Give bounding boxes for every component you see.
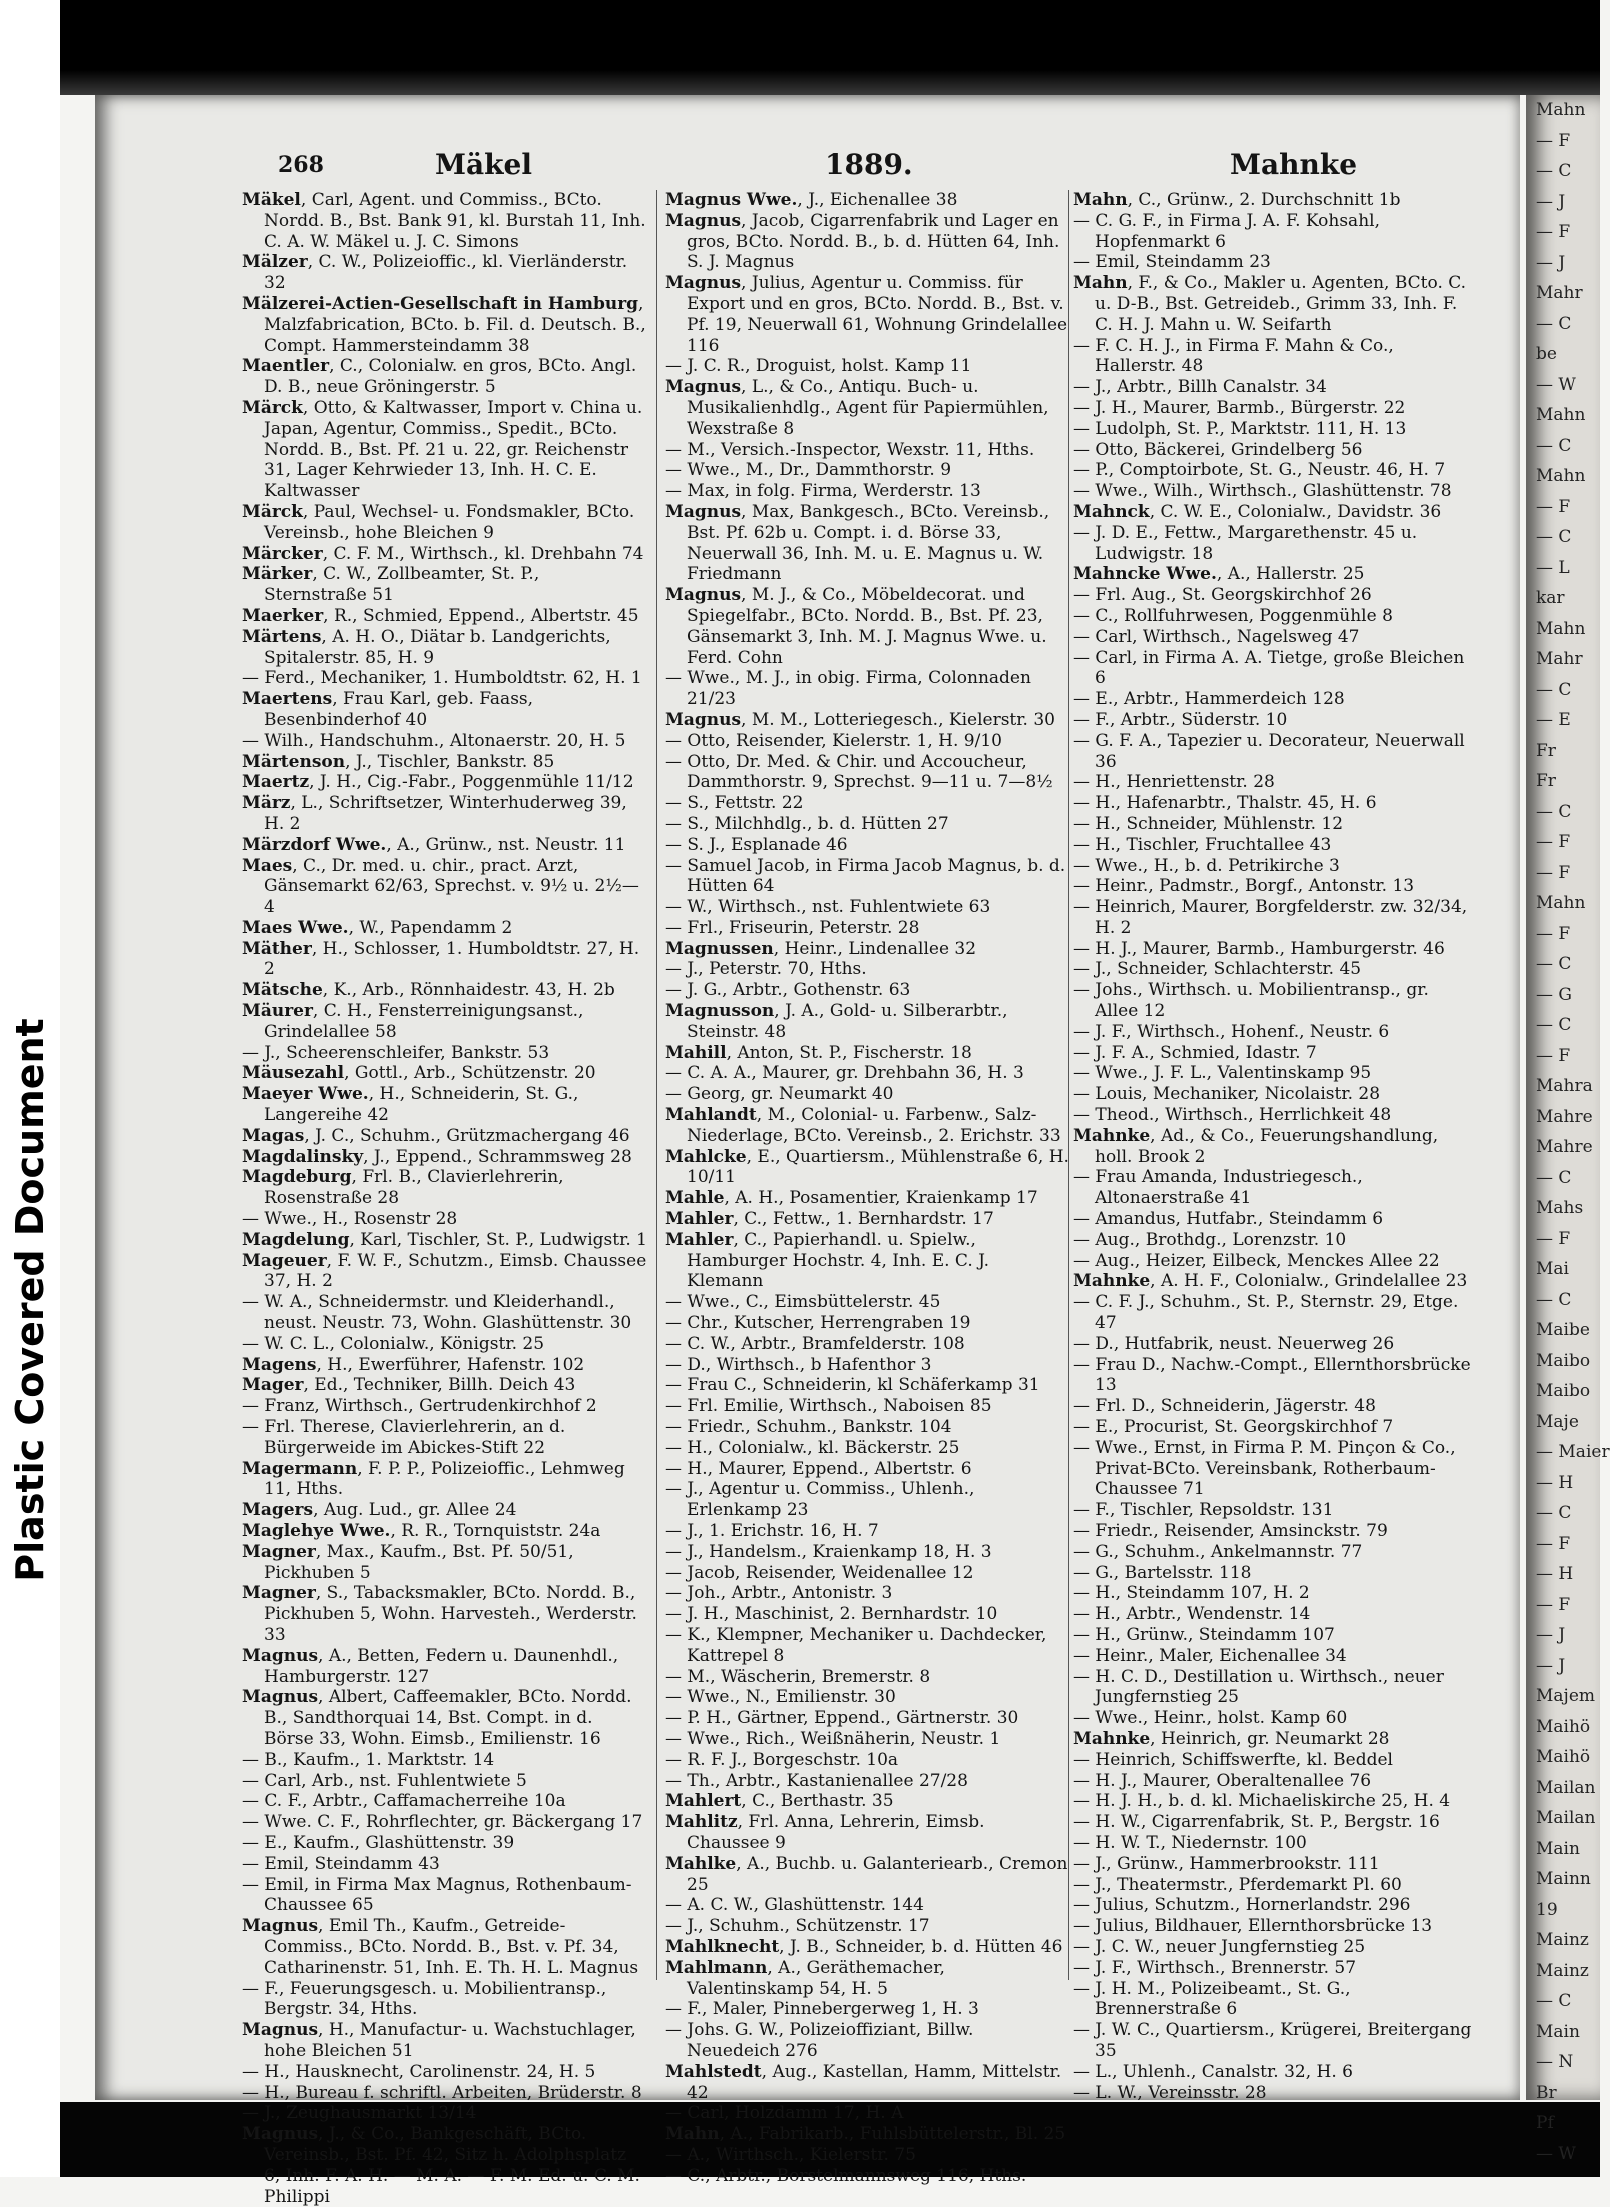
directory-entry: — Frl. Emilie, Wirthsch., Naboisen 85 (665, 1396, 992, 1417)
directory-entry: — Emil, Steindamm 23 (1073, 252, 1271, 273)
directory-entry: Märck, Otto, & Kaltwasser, Import v. China u. Japan, Agentur, Commiss., Spedit., BCto. Nordd. B., Bst. Pf. 21 u. 22, gr. Reichenstr 31, Lager Kehrwieder 13, Inh. H. C. E. Kaltwasser (242, 397, 643, 502)
directory-entry: — Ludolph, St. P., Marktstr. 111, H. 13 (1073, 418, 1407, 439)
directory-entry: — J. F., Wirthsch., Brennerstr. 57 (1073, 1957, 1357, 1978)
adjacent-page-fragment (1526, 95, 1610, 2164)
directory-entry: — H. J., Maurer, Oberaltenallee 76 (1073, 1770, 1372, 1791)
adjacent-page-text: — F (1536, 832, 1571, 852)
directory-entry: Magas, J. C., Schuhm., Grützmachergang 46 (242, 1125, 630, 1146)
directory-entry: — Frl. D., Schneiderin, Jägerstr. 48 (1073, 1396, 1376, 1417)
directory-entry: — Friedr., Schuhm., Bankstr. 104 (665, 1417, 952, 1438)
directory-entry: — G. F. A., Tapezier u. Decorateur, Neuerwall 36 (1073, 730, 1465, 772)
directory-entry: — C. F., Arbtr., Caffamacherreihe 10a (242, 1791, 566, 1812)
directory-entry: — J., 1. Erichstr. 16, H. 7 (665, 1521, 879, 1541)
directory-entry: Mätsche, K., Arb., Rönnhaidestr. 43, H. 2b (242, 980, 615, 1001)
adjacent-page-text: — J (1536, 191, 1566, 212)
adjacent-page-text: Mahre (1536, 1106, 1593, 1127)
directory-entry: Maes Wwe., W., Papendamm 2 (242, 917, 513, 938)
directory-entry: — J. H., Maschinist, 2. Bernhardstr. 10 (665, 1604, 998, 1625)
adjacent-page-text: — C (1536, 161, 1572, 181)
directory-entry: Magnusson, J. A., Gold- u. Silberarbtr., Steinstr. 48 (665, 1001, 1008, 1042)
directory-entry: — D., Wirthsch., b Hafenthor 3 (665, 1354, 932, 1375)
adjacent-page-text: Maibo (1536, 1350, 1591, 1371)
directory-entry: — J., Handelsm., Kraienkamp 18, H. 3 (665, 1541, 992, 1562)
directory-entry: — Wwe., Ernst, in Firma P. M. Pinçon & Co., Privat-BCto. Vereinsbank, Rotherbaum-Chaussee 71 (1073, 1437, 1456, 1500)
scan-background-top (60, 0, 1600, 95)
adjacent-page-text: Pf (1536, 2113, 1554, 2133)
adjacent-page-text: Mai (1536, 1259, 1569, 1279)
directory-entry: — Frl. Aug., St. Georgskirchhof 26 (1073, 585, 1372, 606)
adjacent-page-text: — C (1536, 679, 1572, 700)
directory-entry: — Chr., Kutscher, Herrengraben 19 (665, 1313, 971, 1334)
directory-entry: Magnus, Emil Th., Kaufm., Getreide-Commiss., BCto. Nordd. B., Bst. v. Pf. 34, Catharinenstr. 51, Inh. E. Th. H. L. Magnus (242, 1916, 639, 1978)
directory-entry: — H. J., Maurer, Barmb., Hamburgerstr. 46 (1073, 938, 1445, 959)
directory-entry: — H., Hafenarbtr., Thalstr. 45, H. 6 (1073, 793, 1377, 814)
directory-column-3 (1073, 190, 1475, 2103)
adjacent-page-text: 19 (1536, 1899, 1558, 1920)
directory-entry: Magdelung, Karl, Tischler, St. P., Ludwigstr. 1 (242, 1229, 647, 1250)
page-number: 268 (278, 152, 324, 178)
directory-entry: Mahill, Anton, St. P., Fischerstr. 18 (665, 1042, 972, 1063)
directory-entry: — H., Henriettenstr. 28 (1073, 772, 1275, 793)
directory-entry: Magnus, L., & Co., Antiqu. Buch- u. Musikalienhdlg., Agent für Papiermühlen, Wexstraße 8 (665, 377, 1049, 439)
adjacent-page-text: — C (1536, 1167, 1572, 1188)
adjacent-page-text: Mahr (1536, 649, 1583, 669)
directory-entry: — L., Uhlenh., Canalstr. 32, H. 6 (1073, 2061, 1353, 2082)
directory-entry: — Frau Amanda, Industriegesch., Altonaerstraße 41 (1073, 1167, 1363, 1209)
directory-entry: — G., Schuhm., Ankelmannstr. 77 (1073, 1541, 1363, 1562)
directory-entry: Mahnke, Heinrich, gr. Neumarkt 28 (1073, 1728, 1390, 1749)
directory-entry: — F. C. H. J., in Firma F. Mahn & Co., Hallerstr. 48 (1073, 335, 1394, 377)
adjacent-page-text: Br (1536, 2082, 1557, 2103)
directory-entry: — Jacob, Reisender, Weidenallee 12 (665, 1562, 974, 1583)
adjacent-page-text: Mainz (1536, 1930, 1589, 1950)
directory-entry: — F., Feuerungsgesch. u. Mobilientransp., Bergstr. 34, Hths. (242, 1978, 607, 2020)
directory-entry: Magnus Wwe., J., Eichenallee 38 (665, 190, 958, 210)
adjacent-page-text: — W (1536, 2143, 1576, 2164)
directory-entry: Magermann, F. P. P., Polizeioffic., Lehmweg 11, Hths. (242, 1458, 625, 1500)
adjacent-page-text: Mahn (1536, 405, 1586, 425)
directory-entry: Maes, C., Dr. med. u. chir., pract. Arzt, Gänsemarkt 62/63, Sprechst. v. 9½ u. 2½—4 (242, 855, 639, 918)
directory-entry: — C. F. J., Schuhm., St. P., Sternstr. 29, Etge. 47 (1073, 1292, 1459, 1334)
directory-entry: — Wwe., H., Rosenstr 28 (242, 1209, 458, 1230)
directory-entry: — E., Kaufm., Glashüttenstr. 39 (242, 1832, 515, 1853)
adjacent-page-text: — F (1536, 1594, 1571, 1615)
adjacent-page-text: — C (1536, 527, 1572, 547)
directory-entry: Mageuer, F. W. F., Schutzm., Eimsb. Chaussee 37, H. 2 (242, 1250, 647, 1292)
directory-entry: März, L., Schriftsetzer, Winterhuderweg 39, H. 2 (242, 793, 627, 834)
directory-entry: — Frl. Therese, Clavierlehrerin, an d. Bürgerweide im Abickes-Stift 22 (242, 1417, 566, 1458)
directory-entry: Magdeburg, Frl. B., Clavierlehrerin, Rosenstraße 28 (242, 1167, 564, 1209)
directory-column-2 (665, 190, 1069, 2186)
directory-entry: Mahn, C., Grünw., 2. Durchschnitt 1b (1073, 190, 1401, 210)
directory-entry: Magers, Aug. Lud., gr. Allee 24 (242, 1500, 517, 1521)
directory-entry: Maeyer Wwe., H., Schneiderin, St. G., Langereihe 42 (242, 1084, 579, 1126)
directory-entry: — Aug., Heizer, Eilbeck, Menckes Allee 22 (1073, 1250, 1440, 1271)
directory-entry: — Wwe., Rich., Weißnäherin, Neustr. 1 (665, 1728, 1001, 1749)
adjacent-page-text: Main (1536, 1838, 1580, 1859)
adjacent-page-text: Mailan (1536, 1777, 1596, 1798)
directory-entry: — L. W., Vereinsstr. 28 (1073, 2082, 1267, 2103)
directory-entry: — C. A. A., Maurer, gr. Drehbahn 36, H. 3 (665, 1063, 1024, 1084)
directory-entry: Märcker, C. F. M., Wirthsch., kl. Drehbahn 74 (242, 543, 644, 564)
adjacent-page-text: Mahn (1536, 618, 1586, 639)
directory-entry: — Max, in folg. Firma, Werderstr. 13 (665, 481, 981, 502)
directory-entry: — Wwe., H., b. d. Petrikirche 3 (1073, 855, 1340, 876)
column-divider (656, 190, 657, 1980)
directory-entry: — J. F. A., Schmied, Idastr. 7 (1073, 1042, 1317, 1063)
adjacent-page-text: — F (1536, 130, 1571, 151)
adjacent-page-text: Mainn (1536, 1869, 1591, 1889)
directory-entry: — Louis, Mechaniker, Nicolaistr. 28 (1073, 1084, 1381, 1105)
directory-entry: — H., Maurer, Eppend., Albertstr. 6 (665, 1458, 972, 1479)
directory-entry: Märck, Paul, Wechsel- u. Fondsmakler, BCto. Vereinsb., hohe Bleichen 9 (242, 501, 635, 543)
adjacent-page-text: — E (1536, 710, 1571, 730)
directory-entry: — F., Arbtr., Süderstr. 10 (1073, 709, 1288, 730)
directory-entry: — J. W. C., Quartiersm., Krügerei, Breitergang 35 (1073, 2020, 1472, 2061)
directory-entry: — Ferd., Mechaniker, 1. Humboldtstr. 62, H. 1 (242, 668, 642, 689)
adjacent-page-text: Fr (1536, 771, 1556, 791)
directory-entry: — Wwe., Wilh., Wirthsch., Glashüttenstr. 78 (1073, 481, 1452, 502)
directory-entry: — P. H., Gärtner, Eppend., Gärtnerstr. 30 (665, 1708, 1019, 1729)
directory-entry: — J., Theatermstr., Pferdemarkt Pl. 60 (1073, 1874, 1402, 1895)
directory-entry: — D., Hutfabrik, neust. Neuerweg 26 (1073, 1333, 1395, 1354)
adjacent-page-text: — F (1536, 496, 1571, 517)
directory-entry: — Franz, Wirthsch., Gertrudenkirchhof 2 (242, 1396, 597, 1417)
directory-entry: Mälzerei-Actien-Gesellschaft in Hamburg, Malzfabrication, BCto. b. Fil. d. Deutsch. B., Compt. Hammersteindamm 38 (242, 293, 646, 356)
adjacent-page-text: Mahr (1536, 283, 1583, 303)
directory-entry: — Heinrich, Maurer, Borgfelderstr. zw. 32/34, H. 2 (1073, 897, 1468, 938)
directory-entry: — C. G. F., in Firma J. A. F. Kohsahl, Hopfenmarkt 6 (1073, 210, 1380, 252)
directory-entry: Mahlmann, A., Geräthemacher, Valentinskamp 54, H. 5 (665, 1957, 945, 1999)
directory-entry: Mäther, H., Schlosser, 1. Humboldtstr. 27, H. 2 (242, 938, 640, 980)
adjacent-page-text: — F (1536, 1045, 1571, 1066)
directory-entry: Mahlert, C., Berthastr. 35 (665, 1791, 894, 1812)
directory-entry: — H., Bureau f. schriftl. Arbeiten, Brüderstr. 8 (242, 2082, 642, 2103)
adjacent-page-text: Maje (1536, 1411, 1579, 1432)
directory-entry: — G., Bartelsstr. 118 (1073, 1562, 1252, 1583)
directory-entry: — Th., Arbtr., Kastanienallee 27/28 (665, 1770, 968, 1791)
directory-entry: — M., Versich.-Inspector, Wexstr. 11, Hths. (665, 439, 1035, 460)
directory-entry: — M., Wäscherin, Bremerstr. 8 (665, 1666, 931, 1687)
directory-entry: Magens, H., Ewerführer, Hafenstr. 102 (242, 1354, 585, 1375)
directory-entry: Magnussen, Heinr., Lindenallee 32 (665, 938, 977, 959)
directory-entry: — H., Hausknecht, Carolinenstr. 24, H. 5 (242, 2061, 596, 2082)
directory-entry: Märker, C. W., Zollbeamter, St. P., Sternstraße 51 (242, 564, 540, 606)
directory-entry: Mahle, A. H., Posamentier, Kraienkamp 17 (665, 1188, 1038, 1209)
adjacent-page-text: Mahre (1536, 1137, 1593, 1157)
directory-entry: — H., Colonialw., kl. Bäckerstr. 25 (665, 1437, 960, 1458)
directory-entry: Magdalinsky, J., Eppend., Schrammsweg 28 (242, 1146, 632, 1167)
directory-entry: — Wwe., J. F. L., Valentinskamp 95 (1073, 1063, 1372, 1084)
directory-entry: — Wwe., M. J., in obig. Firma, Colonnaden 21/23 (665, 668, 1031, 710)
adjacent-page-text: — C (1536, 801, 1572, 822)
directory-entry: — C., Rollfuhrwesen, Poggenmühle 8 (1073, 605, 1393, 626)
adjacent-page-text: Maihö (1536, 1747, 1591, 1767)
adjacent-page-text: — C (1536, 1289, 1572, 1310)
directory-entry: — Wwe., C., Eimsbüttelerstr. 45 (665, 1292, 941, 1313)
adjacent-page-text: — C (1536, 435, 1572, 456)
directory-entry: — Frau C., Schneiderin, kl Schäferkamp 31 (665, 1375, 1040, 1396)
directory-entry: — H., Schneider, Mühlenstr. 12 (1073, 813, 1344, 834)
directory-entry: Magnus, Jacob, Cigarrenfabrik und Lager en gros, BCto. Nordd. B., b. d. Hütten 64, Inh. S. J. Magnus (665, 210, 1060, 273)
directory-entry: — E., Procurist, St. Georgskirchhof 7 (1073, 1417, 1394, 1438)
header-left-keyword: Mäkel (435, 148, 532, 181)
directory-entry: — Heinr., Maler, Eichenallee 34 (1073, 1645, 1347, 1666)
directory-entry: — H. J. H., b. d. kl. Michaeliskirche 25, H. 4 (1073, 1791, 1451, 1812)
adjacent-page-text: — G (1536, 984, 1572, 1005)
directory-entry: — Georg, gr. Neumarkt 40 (665, 1084, 894, 1105)
adjacent-page-text: Main (1536, 2021, 1580, 2042)
directory-entry: — H. W., Cigarrenfabrik, St. P., Bergstr. 16 (1073, 1812, 1440, 1833)
adjacent-page-text: — N (1536, 2052, 1574, 2072)
adjacent-page-text: — C (1536, 1503, 1572, 1523)
directory-entry: — F., Maler, Pinnebergerweg 1, H. 3 (665, 1999, 979, 2020)
directory-entry: Mäusezahl, Gottl., Arb., Schützenstr. 20 (242, 1063, 596, 1084)
directory-entry: — F., Tischler, Repsoldstr. 131 (1073, 1500, 1334, 1521)
directory-entry: — A. C. W., Glashüttenstr. 144 (665, 1895, 924, 1916)
adjacent-page-text: — F (1536, 862, 1571, 883)
adjacent-page-text: — H (1536, 1472, 1574, 1493)
adjacent-page-text: — F (1536, 222, 1571, 242)
directory-entry: Magnus, A., Betten, Federn u. Daunenhdl., Hamburgerstr. 127 (242, 1645, 619, 1687)
directory-entry: — P., Comptoirbote, St. G., Neustr. 46, H. 7 (1073, 460, 1446, 481)
adjacent-page-text: Fr (1536, 740, 1556, 761)
header-year: 1889. (825, 148, 913, 181)
directory-entry: — W. A., Schneidermstr. und Kleiderhandl., neust. Neustr. 73, Wohn. Glashüttenstr. 30 (242, 1292, 632, 1334)
directory-entry: Magnus, M. J., & Co., Möbeldecorat. und Spiegelfabr., BCto. Nordd. B., Bst. Pf. 23, Gänsemarkt 3, Inh. M. J. Magnus Wwe. u. Ferd. Cohn (665, 585, 1047, 668)
adjacent-page-text: Maihö (1536, 1716, 1591, 1737)
adjacent-page-text: Maibo (1536, 1381, 1591, 1401)
directory-entry: — Theod., Wirthsch., Herrlichkeit 48 (1073, 1105, 1392, 1126)
adjacent-page-text: Mahs (1536, 1198, 1584, 1218)
page-header (180, 148, 1510, 184)
directory-entry: — E., Arbtr., Hammerdeich 128 (1073, 689, 1345, 710)
adjacent-page-text: kar (1536, 588, 1565, 608)
adjacent-page-text: Mailan (1536, 1808, 1596, 1828)
directory-entry: — Johs. G. W., Polizeioffiziant, Billw. Neuedeich 276 (665, 2020, 974, 2061)
directory-entry: — Julius, Bildhauer, Ellernthorsbrücke 13 (1073, 1916, 1433, 1937)
directory-entry: — R. F. J., Borgeschstr. 10a (665, 1749, 899, 1770)
adjacent-page-text: Mahn (1536, 466, 1586, 486)
directory-entry: — Carl, Arb., nst. Fuhlentwiete 5 (242, 1770, 527, 1791)
directory-entry: — Julius, Schutzm., Hornerlandstr. 296 (1073, 1895, 1411, 1916)
directory-entry: — J. D. E., Fettw., Margarethenstr. 45 u. Ludwigstr. 18 (1073, 522, 1418, 564)
directory-entry: Mäurer, C. H., Fensterreinigungsanst., Grindelallee 58 (242, 1001, 584, 1042)
adjacent-page-text: — F (1536, 923, 1571, 944)
directory-entry: — Wwe., M., Dr., Dammthorstr. 9 (665, 460, 952, 481)
directory-entry: — A., Wirthsch., Kielerstr. 75 (665, 2144, 916, 2165)
directory-entry: Mahnke, Ad., & Co., Feuerungshandlung, holl. Brook 2 (1073, 1125, 1439, 1167)
directory-entry: — Carl, Holzdamm 17, H. A (665, 2103, 904, 2124)
directory-entry: — Frau D., Nachw.-Compt., Ellernthorsbrücke 13 (1073, 1354, 1471, 1396)
directory-entry: — Aug., Brothdg., Lorenzstr. 10 (1073, 1229, 1347, 1250)
directory-entry: Mahlcke, E., Quartiersm., Mühlenstraße 6, H. 10/11 (665, 1146, 1069, 1188)
directory-entry: Mahlstedt, Aug., Kastellan, Hamm, Mittelstr. 42 (665, 2061, 1062, 2103)
directory-entry: — H. C. D., Destillation u. Wirthsch., neuer Jungfernstieg 25 (1073, 1666, 1444, 1708)
directory-entry: Magnus, Julius, Agentur u. Commiss. für Export und en gros, BCto. Nordd. B., Bst. v. Pf. 19, Neuerwall 61, Wohnung Grindelallee 116 (665, 273, 1068, 356)
directory-entry: Mager, Ed., Techniker, Billh. Deich 43 (242, 1375, 576, 1396)
directory-entry: — H., Steindamm 107, H. 2 (1073, 1583, 1310, 1604)
directory-entry: — J., Agentur u. Commiss., Uhlenh., Erlenkamp 23 (665, 1479, 975, 1521)
side-label-text: Plastic Covered Document (8, 1018, 52, 1582)
adjacent-page-text: Mainz (1536, 1960, 1589, 1981)
directory-entry: — Wilh., Handschuhm., Altonaerstr. 20, H. 5 (242, 730, 626, 751)
directory-entry: — J., Grünw., Hammerbrookstr. 111 (1073, 1853, 1380, 1874)
directory-entry: — Carl, Wirthsch., Nagelsweg 47 (1073, 626, 1360, 647)
directory-entry: — J. H. M., Polizeibeamt., St. G., Brennerstraße 6 (1073, 1978, 1351, 2020)
directory-entry: — J., Peterstr. 70, Hths. (665, 959, 867, 980)
directory-entry: Mäkel, Carl, Agent. und Commiss., BCto. Nordd. B., Bst. Bank 91, kl. Burstah 11, Inh. C. A. W. Mäkel u. J. C. Simons (242, 190, 646, 252)
directory-entry: — Frl., Friseurin, Peterstr. 28 (665, 917, 920, 938)
directory-entry: — Joh., Arbtr., Antonistr. 3 (665, 1583, 893, 1604)
directory-entry: Maertz, J. H., Cig.-Fabr., Poggenmühle 11/12 (242, 772, 634, 793)
directory-entry: — H. W. T., Niedernstr. 100 (1073, 1832, 1307, 1853)
directory-entry: Magnus, Albert, Caffeemakler, BCto. Nordd. B., Sandthorquai 14, Bst. Compt. in d. Börse 33, Wohn. Eimsb., Emilienstr. 16 (242, 1687, 632, 1749)
directory-entry: — Friedr., Reisender, Amsinckstr. 79 (1073, 1521, 1388, 1541)
directory-entry: — H., Tischler, Fruchtallee 43 (1073, 834, 1332, 855)
directory-entry: Maentler, C., Colonialw. en gros, BCto. Angl. D. B., neue Gröningerstr. 5 (242, 356, 637, 398)
adjacent-page-text: — F (1536, 1533, 1571, 1554)
adjacent-page-text: — J (1536, 1655, 1566, 1676)
directory-entry: Mahn, F., & Co., Makler u. Agenten, BCto. C. u. D-B., Bst. Getreideb., Grimm 33, Inh. F. C. H. J. Mahn u. W. Seifarth (1073, 273, 1467, 335)
adjacent-page-text: — H (1536, 1564, 1574, 1584)
directory-entry: — Amandus, Hutfabr., Steindamm 6 (1073, 1209, 1384, 1230)
adjacent-page-text: — Maier (1536, 1442, 1610, 1462)
directory-entry: — S. J., Esplanade 46 (665, 834, 848, 855)
directory-entry: — K., Klempner, Mechaniker u. Dachdecker, Kattrepel 8 (665, 1624, 1047, 1666)
directory-entry: — S., Milchhdlg., b. d. Hütten 27 (665, 813, 949, 834)
directory-entry: Magnus, H., Manufactur- u. Wachstuchlager, hohe Bleichen 51 (242, 2020, 636, 2061)
adjacent-page-text: — J (1536, 1625, 1566, 1645)
directory-entry: — J. C. W., neuer Jungfernstieg 25 (1073, 1936, 1366, 1957)
directory-entry: — Samuel Jacob, in Firma Jacob Magnus, b. d. Hütten 64 (665, 855, 1066, 897)
directory-entry: — S., Fettstr. 22 (665, 793, 804, 814)
directory-entry: Mahler, C., Papierhandl. u. Spielw., Hamburger Hochstr. 4, Inh. E. C. J. Klemann (665, 1229, 990, 1292)
adjacent-page-text: Mahn (1536, 100, 1586, 120)
directory-entry: — J. G., Arbtr., Gothenstr. 63 (665, 980, 911, 1001)
side-label (0, 0, 60, 2177)
directory-entry: — C., Arbtr., Borstelmannsweg 116, Hths. (665, 2165, 1027, 2186)
directory-entry: — H., Arbtr., Wendenstr. 14 (1073, 1604, 1311, 1625)
directory-entry: — Heinrich, Schiffswerfte, kl. Beddel (1073, 1749, 1393, 1770)
directory-entry: Magner, Max., Kaufm., Bst. Pf. 50/51, Pickhuben 5 (242, 1541, 574, 1583)
adjacent-page-text: — F (1536, 1228, 1571, 1249)
directory-entry: — Otto, Reisender, Kielerstr. 1, H. 9/10 (665, 730, 1002, 751)
directory-entry: — Wwe., N., Emilienstr. 30 (665, 1687, 896, 1708)
directory-entry: Mahlitz, Frl. Anna, Lehrerin, Eimsb. Chaussee 9 (665, 1812, 985, 1853)
directory-entry: Mälzer, C. W., Polizeioffic., kl. Vierländerstr. 32 (242, 252, 628, 294)
directory-entry: Märzdorf Wwe., A., Grünw., nst. Neustr. 11 (242, 834, 626, 855)
header-right-keyword: Mahnke (1230, 148, 1358, 181)
directory-entry: — Wwe., Heinr., holst. Kamp 60 (1073, 1708, 1348, 1729)
adjacent-page-text: — C (1536, 1991, 1572, 2011)
directory-entry: Maertens, Frau Karl, geb. Faass, Besenbinderhof 40 (242, 689, 534, 730)
adjacent-page-text: — J (1536, 252, 1566, 273)
directory-entry: — B., Kaufm., 1. Marktstr. 14 (242, 1749, 495, 1770)
directory-entry: Magner, S., Tabacksmakler, BCto. Nordd. B., Pickhuben 5, Wohn. Harvesteh., Werderstr. 33 (242, 1583, 637, 1645)
adjacent-page-text: Maibe (1536, 1320, 1590, 1340)
directory-entry: Mahlknecht, J. B., Schneider, b. d. Hütten 46 (665, 1936, 1063, 1957)
directory-entry: — J. H., Maurer, Barmb., Bürgerstr. 22 (1073, 397, 1406, 418)
directory-entry: — Otto, Bäckerei, Grindelberg 56 (1073, 439, 1363, 460)
directory-entry: Mahlke, A., Buchb. u. Galanteriearb., Cremon 25 (665, 1853, 1068, 1895)
directory-entry: — Otto, Dr. Med. & Chir. und Accoucheur, Dammthorstr. 9, Sprechst. 9—11 u. 7—8½ (665, 751, 1053, 793)
directory-entry: — J. C. R., Droguist, holst. Kamp 11 (665, 356, 972, 377)
directory-entry: — J., Scheerenschleifer, Bankstr. 53 (242, 1042, 550, 1063)
directory-entry: — J., Schuhm., Schützenstr. 17 (665, 1916, 930, 1937)
adjacent-page-text: — L (1536, 557, 1570, 578)
directory-entry: Mahler, C., Fettw., 1. Bernhardstr. 17 (665, 1209, 994, 1230)
directory-entry: Maglehye Wwe., R. R., Tornquiststr. 24a (242, 1521, 601, 1541)
directory-entry: — J., Arbtr., Billh Canalstr. 34 (1073, 377, 1327, 398)
directory-entry: — Heinr., Padmstr., Borgf., Antonstr. 13 (1073, 876, 1415, 897)
adjacent-page-text: be (1536, 344, 1557, 364)
directory-entry: Mahn, A., Fabrikarb., Fuhlsbüttelerstr., Bl. 25 (665, 2124, 1066, 2145)
directory-entry: — H., Grünw., Steindamm 107 (1073, 1624, 1335, 1645)
directory-entry: — Emil, Steindamm 43 (242, 1853, 440, 1874)
directory-entry: — Carl, in Firma A. A. Tietge, große Bleichen 6 (1073, 647, 1465, 689)
directory-entry: Mahnke, A. H. F., Colonialw., Grindelallee 23 (1073, 1271, 1468, 1292)
directory-entry: Maerker, R., Schmied, Eppend., Albertstr. 45 (242, 605, 639, 626)
directory-entry: Mahnck, C. W. E., Colonialw., Davidstr. 36 (1073, 501, 1442, 522)
directory-entry: Magnus, J., & Co., Bankgeschäft, BCto. Vereinsb., Bst. Pf. 42, Sitz h. Adolphsplatz 6, Inh. F. A. H. — M. A. — F. M. Ed. u. C. M. Philippi (242, 2124, 640, 2207)
directory-entry: Mahlandt, M., Colonial- u. Farbenw., Salz-Niederlage, BCto. Vereinsb., 2. Erichstr. 33 (665, 1105, 1061, 1146)
directory-entry: — C. W., Arbtr., Bramfelderstr. 108 (665, 1333, 965, 1354)
directory-entry: — Emil, in Firma Max Magnus, Rothenbaum-Chaussee 65 (242, 1874, 632, 1916)
directory-entry: — W. C. L., Colonialw., Königstr. 25 (242, 1333, 545, 1354)
adjacent-page-text: Mahn (1536, 893, 1586, 913)
adjacent-page-text: Mahra (1536, 1076, 1593, 1096)
directory-entry: Magnus, Max, Bankgesch., BCto. Vereinsb., Bst. Pf. 62b u. Compt. i. d. Börse 33, Neuerwall 36, Inh. M. u. E. Magnus u. W. Friedmann (665, 501, 1050, 585)
adjacent-page-text: — C (1536, 954, 1572, 974)
directory-entry: Märtenson, J., Tischler, Bankstr. 85 (242, 751, 555, 772)
adjacent-page-text: — W (1536, 374, 1576, 395)
directory-entry: — J., Schneider, Schlachterstr. 45 (1073, 959, 1362, 980)
adjacent-page-text: Majem (1536, 1686, 1595, 1706)
directory-entry: Mahncke Wwe., A., Hallerstr. 25 (1073, 564, 1365, 585)
adjacent-page-text: — C (1536, 313, 1572, 334)
directory-entry: — Wwe. C. F., Rohrflechter, gr. Bäckergang 17 (242, 1812, 643, 1833)
directory-entry: Märtens, A. H. O., Diätar b. Landgerichts, Spitalerstr. 85, H. 9 (242, 626, 611, 668)
adjacent-page-text: — C (1536, 1015, 1572, 1035)
directory-entry: Magnus, M. M., Lotteriegesch., Kielerstr. 30 (665, 709, 1055, 730)
directory-entry: — Johs., Wirthsch. u. Mobilientransp., gr. Allee 12 (1073, 980, 1429, 1022)
directory-entry: — J. F., Wirthsch., Hohenf., Neustr. 6 (1073, 1021, 1390, 1042)
directory-entry: — W., Wirthsch., nst. Fuhlentwiete 63 (665, 897, 991, 918)
directory-column-1 (242, 190, 647, 2207)
directory-entry: — J., Zeughausmarkt 13/14 (242, 2103, 477, 2124)
